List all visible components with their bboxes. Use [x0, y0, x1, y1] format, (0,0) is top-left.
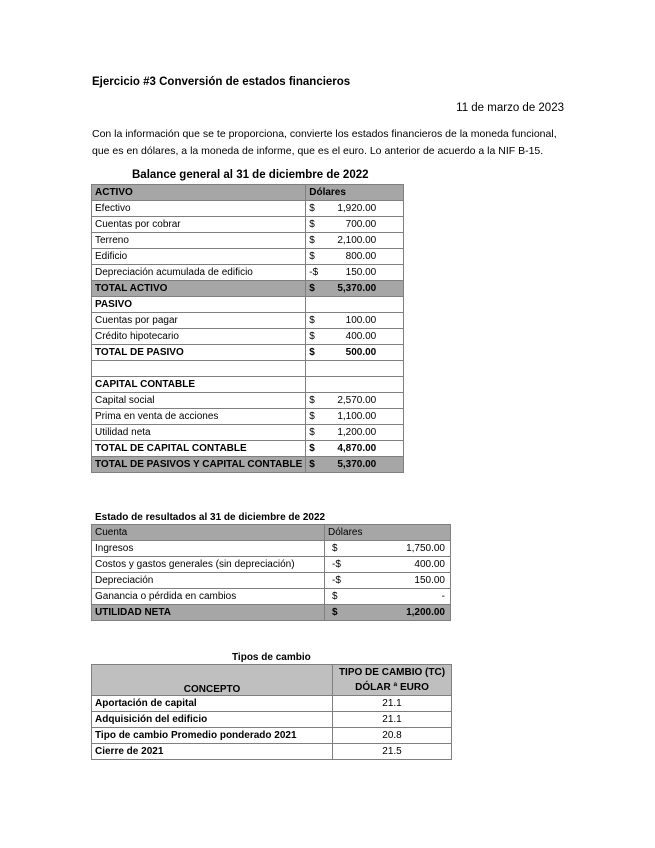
resultados-header-col: Dólares [325, 525, 451, 541]
currency-sign: $ [309, 347, 315, 358]
amount: 150.00 [345, 267, 377, 278]
amount-value [328, 543, 447, 554]
balance-caption: Balance general al 31 de diciembre de 2022 [132, 169, 369, 181]
row-label: Ganancia o pérdida en cambios [92, 589, 325, 605]
table-row [92, 728, 452, 744]
amount-value [309, 267, 400, 278]
row-label: Utilidad neta [92, 425, 306, 441]
document-title: Ejercicio #3 Conversión de estados financieros [92, 76, 351, 88]
amount-value [328, 575, 447, 586]
row-amount [306, 441, 404, 457]
row-label: Crédito hipotecario [92, 329, 306, 345]
row-amount [306, 345, 404, 361]
row-label: Ingresos [92, 541, 325, 557]
amount: 1,920.00 [337, 203, 377, 214]
currency-sign: $ [309, 283, 315, 294]
row-amount [306, 217, 404, 233]
table-row [92, 557, 451, 573]
amount: 700.00 [345, 219, 377, 230]
amount: 1,100.00 [337, 411, 377, 422]
row-label: TOTAL DE CAPITAL CONTABLE [92, 441, 306, 457]
tipos-header-col [333, 665, 452, 696]
row-amount [306, 457, 404, 473]
currency-sign: $ [332, 607, 338, 618]
amount: 1,200.00 [406, 607, 445, 618]
amount-value [309, 427, 400, 438]
table-row [92, 217, 404, 233]
row-label: Cierre de 2021 [92, 744, 333, 760]
amount-value [309, 219, 400, 230]
table-row [92, 457, 404, 473]
row-amount [306, 313, 404, 329]
row-label: TOTAL DE PASIVO [92, 345, 306, 361]
table-row [92, 393, 404, 409]
row-amount [306, 265, 404, 281]
row-value: 20.8 [333, 728, 452, 744]
row-label: Cuentas por pagar [92, 313, 306, 329]
row-amount [306, 361, 404, 377]
currency-sign: $ [309, 395, 315, 406]
amount-value [309, 347, 400, 358]
row-value: 21.5 [333, 744, 452, 760]
amount-value [309, 235, 400, 246]
row-label: Terreno [92, 233, 306, 249]
tipos-header-row [92, 665, 452, 696]
amount: 2,100.00 [337, 235, 377, 246]
amount-value [309, 459, 400, 470]
row-label: CAPITAL CONTABLE [92, 377, 306, 393]
row-amount [325, 573, 451, 589]
resultados-caption: Estado de resultados al 31 de diciembre de 2022 [95, 512, 326, 523]
table-row [92, 696, 452, 712]
tipos-header-line1: TIPO DE CAMBIO (TC) [338, 667, 446, 678]
amount: 500.00 [345, 347, 377, 358]
amount-value [328, 559, 447, 570]
row-label: TOTAL DE PASIVOS Y CAPITAL CONTABLE [92, 457, 306, 473]
table-row [92, 712, 452, 728]
table-row [92, 605, 451, 621]
row-label: Capital social [92, 393, 306, 409]
currency-sign: $ [309, 331, 315, 342]
table-row [92, 281, 404, 297]
amount: 1,200.00 [337, 427, 377, 438]
tipos-header-label: CONCEPTO [92, 665, 333, 696]
amount: 5,370.00 [337, 283, 377, 294]
amount-value [309, 395, 400, 406]
row-label: Edificio [92, 249, 306, 265]
amount-value [309, 331, 400, 342]
row-label: Aportación de capital [92, 696, 333, 712]
row-amount [306, 329, 404, 345]
currency-sign: $ [309, 251, 315, 262]
amount: 5,370.00 [337, 459, 377, 470]
document-date: 11 de marzo de 2023 [456, 102, 564, 114]
currency-sign: $ [332, 591, 338, 602]
row-amount [325, 589, 451, 605]
row-label [92, 361, 306, 377]
resultados-header-row [92, 525, 451, 541]
row-label: Efectivo [92, 201, 306, 217]
row-amount [306, 393, 404, 409]
amount: 100.00 [345, 315, 377, 326]
amount: 1,750.00 [406, 543, 445, 554]
currency-sign: $ [309, 219, 315, 230]
table-row [92, 265, 404, 281]
table-row [92, 377, 404, 393]
row-label: Depreciación acumulada de edificio [92, 265, 306, 281]
currency-sign: $ [332, 543, 338, 554]
table-row [92, 425, 404, 441]
table-row [92, 744, 452, 760]
table-row [92, 345, 404, 361]
amount: 400.00 [345, 331, 377, 342]
currency-sign: $ [309, 315, 315, 326]
row-label: TOTAL ACTIVO [92, 281, 306, 297]
currency-sign: -$ [332, 575, 341, 586]
table-row [92, 541, 451, 557]
row-amount [306, 201, 404, 217]
row-label: Depreciación [92, 573, 325, 589]
tipos-table [91, 664, 452, 760]
currency-sign: $ [309, 443, 315, 454]
table-row [92, 589, 451, 605]
row-label: Tipo de cambio Promedio ponderado 2021 [92, 728, 333, 744]
table-row [92, 201, 404, 217]
amount: 2,570.00 [337, 395, 377, 406]
instructions-paragraph: Con la información que se te proporciona, convierte los estados financieros de la moneda funcional, que es en dólares, a la moneda de informe, que es el euro. Lo anterior de acuerdo a la NIF B-15. [92, 128, 557, 157]
table-row [92, 361, 404, 377]
row-amount [325, 557, 451, 573]
amount-value [309, 283, 400, 294]
row-amount [325, 605, 451, 621]
row-label: Costos y gastos generales (sin depreciación) [92, 557, 325, 573]
row-label: Prima en venta de acciones [92, 409, 306, 425]
amount: 150.00 [414, 575, 445, 586]
amount: 400.00 [414, 559, 445, 570]
resultados-header-label: Cuenta [92, 525, 325, 541]
row-value: 21.1 [333, 696, 452, 712]
table-row [92, 297, 404, 313]
table-row [92, 249, 404, 265]
currency-sign: $ [309, 459, 315, 470]
row-label: Cuentas por cobrar [92, 217, 306, 233]
row-amount [306, 249, 404, 265]
amount: 800.00 [345, 251, 377, 262]
currency-sign: $ [309, 203, 315, 214]
amount-value [309, 443, 400, 454]
amount-value [328, 607, 447, 618]
resultados-table [91, 524, 451, 621]
currency-sign: $ [309, 411, 315, 422]
currency-sign: -$ [332, 559, 341, 570]
table-row [92, 573, 451, 589]
row-amount [306, 377, 404, 393]
balance-table [91, 184, 404, 473]
currency-sign: $ [309, 235, 315, 246]
currency-sign: $ [309, 427, 315, 438]
row-label: Adquisición del edificio [92, 712, 333, 728]
amount-value [309, 411, 400, 422]
table-row [92, 409, 404, 425]
table-row [92, 329, 404, 345]
table-row [92, 233, 404, 249]
row-label: UTILIDAD NETA [92, 605, 325, 621]
row-value: 21.1 [333, 712, 452, 728]
table-row [92, 313, 404, 329]
balance-header-col: Dólares [306, 185, 404, 201]
tipos-header-line2: DÓLAR ª EURO [355, 682, 429, 693]
row-amount [306, 409, 404, 425]
table-row [92, 441, 404, 457]
row-amount [325, 541, 451, 557]
currency-sign: -$ [309, 267, 319, 278]
row-amount [306, 425, 404, 441]
balance-header-label: ACTIVO [92, 185, 306, 201]
amount-value [309, 203, 400, 214]
amount-value [309, 251, 400, 262]
balance-header-row [92, 185, 404, 201]
amount-value [328, 591, 447, 602]
tipos-caption: Tipos de cambio [232, 652, 311, 663]
amount-value [309, 315, 400, 326]
row-amount [306, 297, 404, 313]
amount: 4,870.00 [337, 443, 377, 454]
amount: - [441, 591, 445, 602]
row-amount [306, 281, 404, 297]
row-label: PASIVO [92, 297, 306, 313]
row-amount [306, 233, 404, 249]
